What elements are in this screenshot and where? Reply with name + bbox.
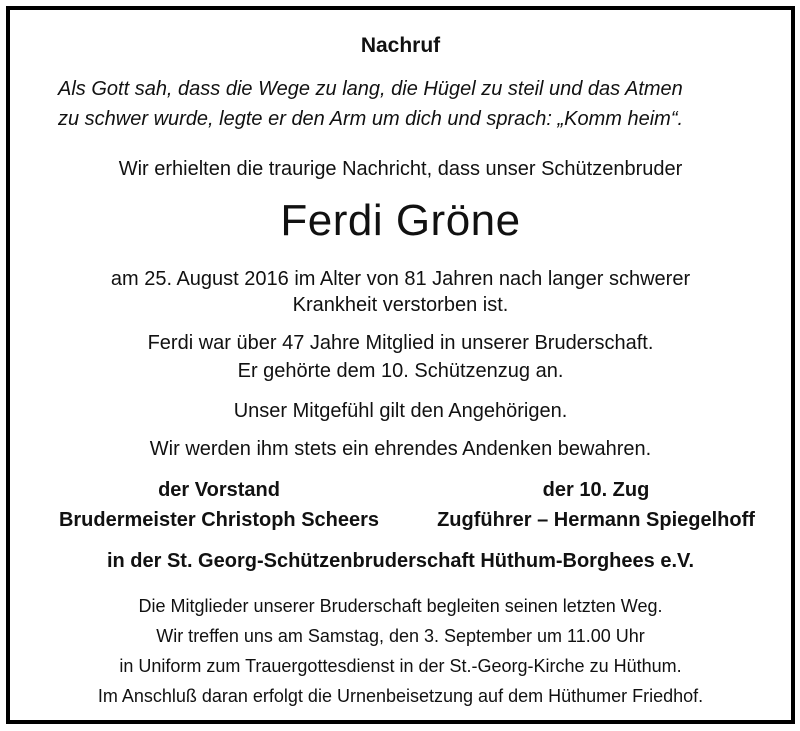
signature-left-name: Brudermeister Christoph Scheers [58, 509, 380, 531]
funeral-line-2: Wir treffen uns am Samstag, den 3. September um 11.00 Uhr [156, 626, 645, 646]
quote-line-1: Als Gott sah, dass die Wege zu lang, die Hügel zu steil und das Atmen [58, 78, 683, 100]
sympathy-text: Unser Mitgefühl gilt den Angehörigen. [233, 400, 568, 422]
membership-line-2: Er gehörte dem 10. Schützenzug an. [237, 360, 564, 382]
signature-right-name: Zugführer – Hermann Spiegelhoff [437, 509, 755, 531]
membership-line-1: Ferdi war über 47 Jahre Mitglied in unserer Bruderschaft. [147, 332, 654, 354]
funeral-line-4: Im Anschluß daran erfolgt die Urnenbeisetzung auf dem Hüthumer Friedhof. [97, 686, 704, 706]
remembrance-text: Wir werden ihm stets ein ehrendes Andenken bewahren. [149, 438, 652, 460]
signature-left-title: der Vorstand [158, 479, 280, 501]
death-line-1: am 25. August 2016 im Alter von 81 Jahren nach langer schwerer [110, 268, 691, 290]
funeral-line-3: in Uniform zum Trauergottesdienst in der St.-Georg-Kirche zu Hüthum. [119, 656, 682, 676]
obituary-title: Nachruf [360, 34, 441, 57]
quote-line-2: zu schwer wurde, legte er den Arm um dich und sprach: „Komm heim“. [58, 108, 684, 130]
signature-right-title: der 10. Zug [542, 479, 650, 501]
intro-text: Wir erhielten die traurige Nachricht, dass unser Schützenbruder [118, 158, 683, 180]
organization-name: in der St. Georg-Schützenbruderschaft Hüthum-Borghees e.V. [106, 550, 695, 572]
death-line-2: Krankheit verstorben ist. [292, 294, 509, 316]
deceased-name: Ferdi Gröne [280, 196, 521, 245]
funeral-line-1: Die Mitglieder unserer Bruderschaft begleiten seinen letzten Weg. [138, 596, 663, 616]
obituary-frame [6, 6, 795, 724]
